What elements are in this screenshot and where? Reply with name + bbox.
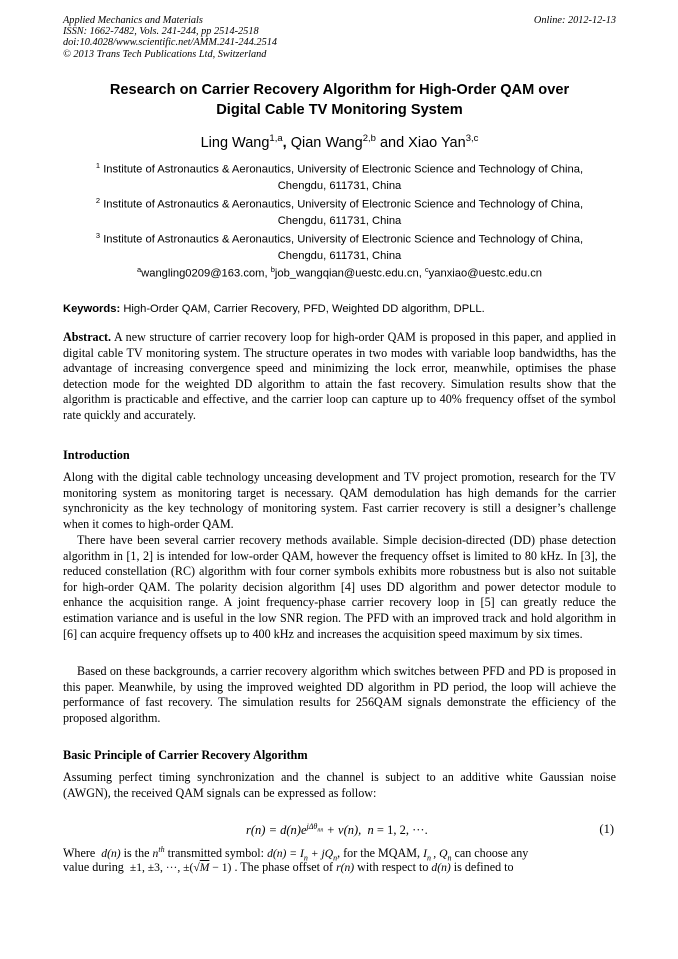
affiliation-1-line-1: Institute of Astronautics & Aeronautics, University of Electronic Science and Technology of China, [103,163,584,176]
email-b: job_wangqian@uestc.edu.cn, [274,267,422,280]
math-d-n: d(n) [101,846,121,860]
keywords [63,302,616,316]
issn-line: ISSN: 1662-7482, Vols. 241-244, pp 2514-2518 [63,26,259,38]
abstract-text: A new structure of carrier recovery loop for high-order QAM is proposed in this paper, and applied in digital cable TV monitoring system. The structure operates in two modes with variable loop bandwidths, has the advantage of increasing convergence speed and minimizing the lock error, meanwhile, optimises the phase detection mode for the weighted DD algorithm to attain the fast recovery. Simulation results show that the algorithm is practicable and effective, and the carrier loop can capture up to 40% frequency offset of the symbol rate quickly and accurately. [63,330,616,422]
affiliation-1-num: 1 [95,161,101,170]
abstract-label: Abstract. [63,330,112,344]
paper-title [63,81,616,120]
copyright-line: © 2013 Trans Tech Publications Ltd, Switzerland [63,48,267,60]
math-n-th: $n^{th}$ [152,845,165,860]
equation-1-formula: $r(n) = d(n)e^{j\Delta\theta_{nn}} + v(n)$, n = 1, 2, ···. [246,822,428,838]
affiliation-2 [63,193,616,230]
affiliation-1-line-2: Chengdu, 611731, China [277,180,402,193]
phase-offset-text: . The phase offset of [234,860,334,874]
math-r-n: r(n) [336,861,355,874]
author-and: and [379,134,405,151]
journal-header [63,15,616,60]
doi-line: doi:10.4028/www.scientific.net/AMM.241-244.2514 [63,37,278,49]
is-the-text: is the [123,845,150,860]
introduction-heading: Introduction [63,448,130,462]
introduction-paragraph-2: There have been several carrier recovery methods available. Simple decision-directed (DD) phase detection algorithm in [1, 2] is intended for low-order QAM, however the frequency offset is limited to 80 kHz. In [3], the reduced constellation (RC) algorithm with four corner symbols exhibits more robustness but is also not suitable for high-order QAM. The polarity decision algorithm [4] uses DD algorithm and power detector module to enhance the acquisition range. A joint frequency-phase carrier recovery loop in [5] can greatly reduce the estimation variance and is useful in the low SNR region. The PFD with an improved track and hold algorithm in [6] can acquire frequency offsets up to 400 kHz and increases the acquisition speed maximum by six times. [63,533,616,641]
email-a-sup: a [136,265,142,274]
basic-principle-heading: Basic Principle of Carrier Recovery Algorithm [63,748,308,762]
author-3: Xiao Yan [408,134,466,151]
author-2: Qian Wang [290,134,363,151]
introduction-paragraph-1: Along with the digital cable technology unceasing development and TV project promotion, research for the TV monitoring system as monitoring target is necessary. QAM demodulation has high demands for the carrier synchronicity as the key technology of monitoring system. Fast carrier recovery is still a designer’s challenge when it comes to high-order QAM. [63,470,616,531]
keywords-text: High-Order QAM, Carrier Recovery, PFD, Weighted DD algorithm, DPLL. [123,303,485,315]
affiliation-1 [63,158,616,195]
with-respect-text: with respect to [357,860,429,874]
affiliation-3-line-2: Chengdu, 611731, China [277,250,402,263]
for-mqam-text: , for the MQAM, [337,845,421,860]
author-emails [63,263,616,281]
title-line-1: Research on Carrier Recovery Algorithm for High-Order QAM over [109,82,570,98]
can-choose-text: can choose any [454,845,529,860]
author-3-sup: 3,c [465,133,479,144]
affiliation-3-num: 3 [95,231,101,240]
value-during-text: value during [63,860,124,874]
email-a: wangling0209@163.com, [141,267,268,280]
math-d-n-2: d(n) [431,861,451,874]
email-c-sup: c [424,265,429,274]
author-1: Ling Wang [200,134,270,151]
equation-1-number: (1) [599,822,614,836]
where-text: Where [63,845,96,860]
math-value-set: ±1, ±3, ···, ±(√M − 1) [129,861,232,874]
basic-principle-paragraph-1: Assuming perfect timing synchronization and the channel is subject to an additive white Gaussian noise (AWGN), the received QAM signals can be expressed as follow: [63,770,616,800]
author-2-sup: 2,b [362,133,376,144]
title-line-2: Digital Cable TV Monitoring System [216,101,463,118]
journal-name: Applied Mechanics and Materials [63,15,203,26]
equation-1 [63,822,616,840]
affiliation-2-line-1: Institute of Astronautics & Aeronautics, University of Electronic Science and Technology of China, [103,198,584,211]
defined-to-text: is defined to [453,860,514,874]
math-symbol-def: $d(n) = I_n + jQ_n$ [267,846,338,863]
where-line-2 [63,860,616,876]
affiliation-3 [63,228,616,265]
math-in-qn: $I_n$ , $Q_n$ [423,846,452,863]
keywords-label: Keywords: [63,303,121,315]
abstract [63,330,616,424]
affiliation-3-line-1: Institute of Astronautics & Aeronautics, University of Electronic Science and Technology of China, [103,233,584,246]
affiliation-2-line-2: Chengdu, 611731, China [277,215,402,228]
author-list: Ling Wang$^{1,a}$, Qian Wang$^{2,b}$ and Xiao Yan$^{3,c}$ [200,133,479,151]
affiliation-2-num: 2 [95,196,101,205]
transmitted-text: transmitted symbol: [167,845,265,860]
email-c: yanxiao@uestc.edu.cn [428,267,543,280]
online-date: Online: 2012-12-13 [533,15,616,26]
introduction-paragraph-3: Based on these backgrounds, a carrier recovery algorithm which switches between PFD and PD is proposed in this paper. Meanwhile, by using the improved weighted DD algorithm in PD period, the loop will achieve the performance of fast recovery. The simulation results for 256QAM signals demonstrate the efficiency of the proposed algorithm. [63,664,616,725]
author-1-sup: 1,a [269,133,283,144]
email-b-sup: b [270,265,275,274]
